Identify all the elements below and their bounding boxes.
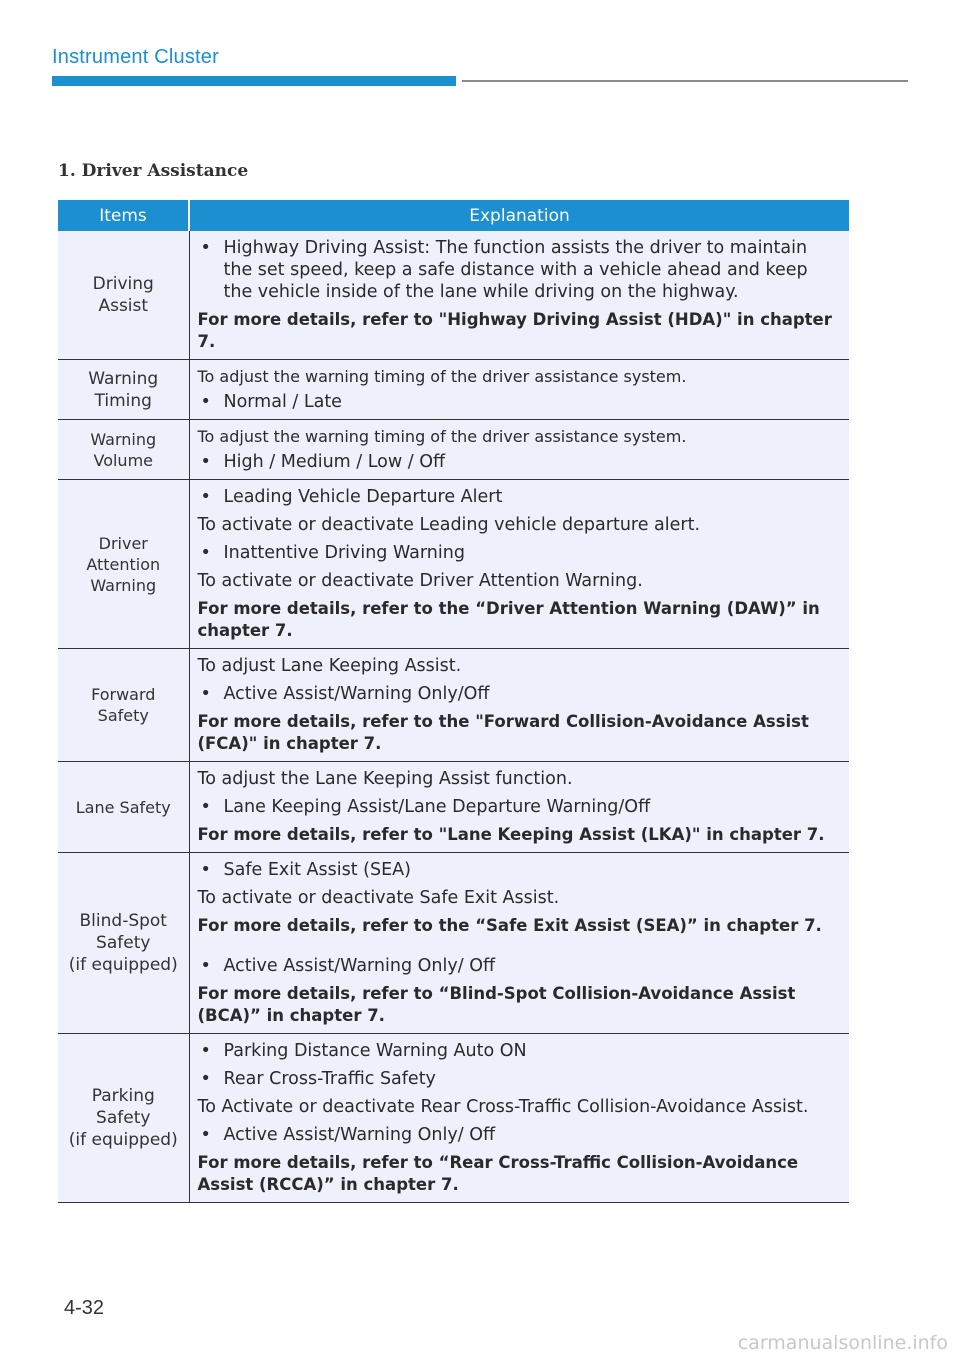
table-row [58,420,849,480]
bullet-item: • Active Assist/Warning Only/ Off [198,955,840,977]
item-label: Lane Safety [75,797,171,817]
bullet-item: • Safe Exit Assist (SEA) [198,859,840,881]
explanation-cell [189,853,849,1034]
page-number: 4-32 [64,1297,105,1319]
bullet-item: • Normal / Late [198,391,840,413]
item-cell [58,360,189,420]
item-label: Warning [88,368,159,389]
explanation-text: To activate or deactivate Leading vehicle departure alert. [197,515,701,535]
reference-note: For more details, refer to the “Safe Exit Assist (SEA)” in chapter 7. [197,916,822,935]
explanation-text: To adjust the warning timing of the driver assistance system. [197,367,687,386]
reference-note: For more details, refer to “Rear Cross-Traffic Collision-Avoidance Assist (RCCA)” in chapter 7. [197,1153,799,1194]
bullet-item: • Rear Cross-Traffic Safety [198,1068,840,1090]
item-cell [58,480,189,649]
explanation-cell [189,762,849,853]
explanation-text: To adjust the warning timing of the driver assistance system. [197,427,687,446]
table-row [58,480,849,649]
reference-note: For more details, refer to the "Forward Collision-Avoidance Assist (FCA)" in chapter 7. [197,712,809,753]
item-cell [58,1034,189,1203]
bullet-item: • Active Assist/Warning Only/Off [198,683,840,705]
table-body [58,231,849,1203]
item-label: Assist [98,296,149,316]
item-cell [58,649,189,762]
reference-note: For more details, refer to the “Driver Attention Warning (DAW)” in chapter 7. [197,599,820,640]
item-label: Safety [97,706,149,725]
reference-note: For more details, refer to “Blind-Spot Collision-Avoidance Assist (BCA)” in chapter 7. [197,984,796,1025]
explanation-cell [189,360,849,420]
table-row [58,649,849,762]
driver-assistance-table [58,200,849,1203]
watermark[interactable]: carmanualsonline.info [737,1332,948,1354]
explanation-cell [189,480,849,649]
item-cell [58,420,189,480]
section-title: 1. Driver Assistance [58,161,249,181]
item-label: Safety [96,1108,151,1128]
bullet-item: • Active Assist/Warning Only/ Off [198,1124,840,1146]
explanation-text: To Activate or deactivate Rear Cross-Traffic Collision-Avoidance Assist. [197,1097,809,1117]
item-label: Parking [91,1086,155,1106]
header-title: Instrument Cluster [52,46,219,68]
bullet-item: • Inattentive Driving Warning [198,542,840,564]
column-header-items: Items [58,200,189,231]
header-divider-line [462,80,908,82]
bullet-item: • Highway Driving Assist: The function assists the driver to maintain the set speed, keep a safe distance with a vehicle ahead and keep the vehicle inside of the lane while driving on the highway. [198,237,840,303]
item-label: (if equipped) [68,1130,178,1150]
explanation-text: To activate or deactivate Safe Exit Assist. [197,888,560,908]
item-label: Volume [93,450,153,470]
item-label: Attention [86,554,161,574]
item-label: Warning [90,575,157,595]
item-label: Driver [98,533,148,553]
item-cell [58,231,189,360]
explanation-cell [189,1034,849,1203]
table-row [58,853,849,1034]
table-row [58,1034,849,1203]
item-label: Blind-Spot [79,911,167,931]
bullet-item: • Lane Keeping Assist/Lane Departure Warning/Off [198,796,840,818]
item-cell [58,853,189,1034]
item-label: (if equipped) [68,955,178,975]
table-header-row [58,200,849,231]
explanation-text: To adjust Lane Keeping Assist. [197,656,462,676]
table-row [58,360,849,420]
item-label: Forward [91,685,156,704]
item-label: Safety [96,933,151,953]
reference-note: For more details, refer to "Highway Driving Assist (HDA)" in chapter 7. [197,310,832,351]
column-header-explanation: Explanation [189,200,849,231]
reference-note: For more details, refer to "Lane Keeping Assist (LKA)" in chapter 7. [197,825,825,844]
explanation-cell [189,649,849,762]
item-label: Timing [94,390,152,411]
explanation-text: To activate or deactivate Driver Attention Warning. [197,571,643,591]
explanation-cell [189,231,849,360]
header-accent-bar [52,76,456,86]
bullet-item: • High / Medium / Low / Off [198,451,840,473]
explanation-text: To adjust the Lane Keeping Assist function. [197,769,573,789]
item-cell [58,762,189,853]
explanation-cell [189,420,849,480]
table-row [58,231,849,360]
bullet-item: • Leading Vehicle Departure Alert [198,486,840,508]
table-row [58,762,849,853]
item-label: Driving [92,274,154,294]
item-label: Warning [90,429,157,449]
bullet-item: • Parking Distance Warning Auto ON [198,1040,840,1062]
